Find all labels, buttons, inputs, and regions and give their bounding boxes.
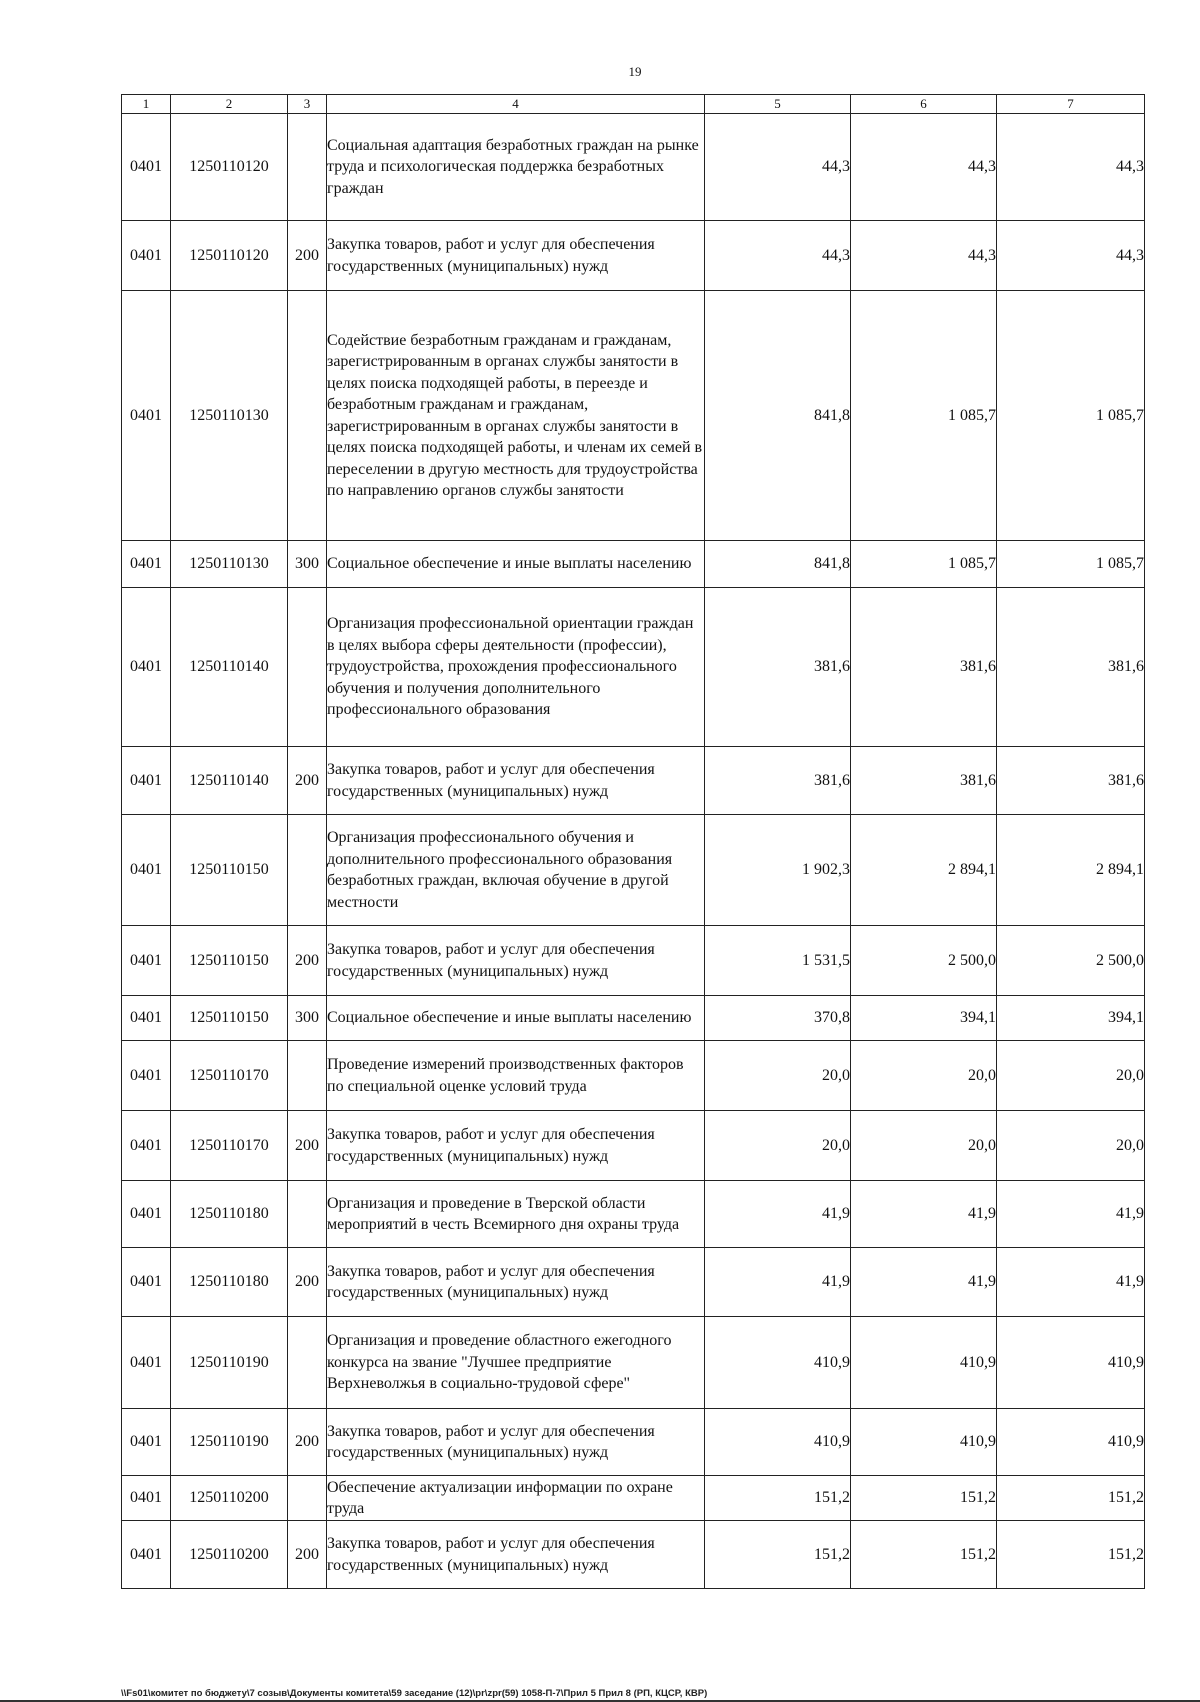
code-cell: 1250110170 xyxy=(171,1111,288,1181)
value-col7-cell: 1 085,7 xyxy=(997,291,1145,541)
code-cell: 1250110190 xyxy=(171,1409,288,1476)
description-cell: Закупка товаров, работ и услуг для обеспечения государственных (муниципальных) нужд xyxy=(327,1248,705,1317)
table-row xyxy=(122,291,1145,541)
section-cell: 0401 xyxy=(122,1476,171,1521)
description-cell: Обеспечение актуализации информации по охране труда xyxy=(327,1476,705,1521)
code-cell: 1250110120 xyxy=(171,221,288,291)
value-col6-cell: 1 085,7 xyxy=(851,291,997,541)
section-cell: 0401 xyxy=(122,1041,171,1111)
value-col5-cell: 41,9 xyxy=(705,1248,851,1317)
kvr-cell: 200 xyxy=(288,926,327,996)
table-row xyxy=(122,1248,1145,1317)
value-col7-cell: 381,6 xyxy=(997,747,1145,815)
code-cell: 1250110180 xyxy=(171,1181,288,1248)
kvr-cell xyxy=(288,1317,327,1409)
code-cell: 1250110130 xyxy=(171,291,288,541)
description-cell: Организация профессиональной ориентации граждан в целях выбора сферы деятельности (профессии), трудоустройства, прохождения профессионального обучения и получения дополнительного профессионального образования xyxy=(327,588,705,747)
header-col-7: 7 xyxy=(997,95,1145,114)
value-col5-cell: 370,8 xyxy=(705,996,851,1041)
kvr-cell xyxy=(288,114,327,221)
section-cell: 0401 xyxy=(122,291,171,541)
section-cell: 0401 xyxy=(122,541,171,588)
kvr-cell: 200 xyxy=(288,747,327,815)
description-cell: Закупка товаров, работ и услуг для обеспечения государственных (муниципальных) нужд xyxy=(327,747,705,815)
value-col6-cell: 2 500,0 xyxy=(851,926,997,996)
value-col6-cell: 381,6 xyxy=(851,588,997,747)
table-row xyxy=(122,996,1145,1041)
code-cell: 1250110200 xyxy=(171,1521,288,1589)
section-cell: 0401 xyxy=(122,1317,171,1409)
description-cell: Организация профессионального обучения и дополнительного профессионального образования безработных граждан, включая обучение в другой местности xyxy=(327,815,705,926)
description-cell: Социальная адаптация безработных граждан на рынке труда и психологическая поддержка безработных граждан xyxy=(327,114,705,221)
table-row xyxy=(122,1409,1145,1476)
table-row xyxy=(122,588,1145,747)
kvr-cell: 200 xyxy=(288,221,327,291)
value-col7-cell: 410,9 xyxy=(997,1317,1145,1409)
value-col7-cell: 20,0 xyxy=(997,1111,1145,1181)
header-col-6: 6 xyxy=(851,95,997,114)
kvr-cell: 300 xyxy=(288,541,327,588)
value-col6-cell: 44,3 xyxy=(851,221,997,291)
value-col5-cell: 841,8 xyxy=(705,291,851,541)
description-cell: Организация и проведение в Тверской области мероприятий в честь Всемирного дня охраны труда xyxy=(327,1181,705,1248)
value-col5-cell: 410,9 xyxy=(705,1409,851,1476)
kvr-cell xyxy=(288,1181,327,1248)
value-col6-cell: 381,6 xyxy=(851,747,997,815)
table-row xyxy=(122,1317,1145,1409)
code-cell: 1250110150 xyxy=(171,815,288,926)
table-row xyxy=(122,1181,1145,1248)
value-col6-cell: 1 085,7 xyxy=(851,541,997,588)
description-cell: Социальное обеспечение и иные выплаты населению xyxy=(327,541,705,588)
value-col5-cell: 410,9 xyxy=(705,1317,851,1409)
code-cell: 1250110190 xyxy=(171,1317,288,1409)
value-col7-cell: 410,9 xyxy=(997,1409,1145,1476)
table-row xyxy=(122,747,1145,815)
section-cell: 0401 xyxy=(122,1248,171,1317)
value-col6-cell: 151,2 xyxy=(851,1476,997,1521)
kvr-cell xyxy=(288,588,327,747)
value-col7-cell: 151,2 xyxy=(997,1521,1145,1589)
table-row xyxy=(122,114,1145,221)
code-cell: 1250110140 xyxy=(171,747,288,815)
table-row xyxy=(122,541,1145,588)
value-col5-cell: 151,2 xyxy=(705,1476,851,1521)
value-col7-cell: 41,9 xyxy=(997,1181,1145,1248)
value-col5-cell: 1 531,5 xyxy=(705,926,851,996)
value-col5-cell: 381,6 xyxy=(705,747,851,815)
value-col7-cell: 2 894,1 xyxy=(997,815,1145,926)
table-row xyxy=(122,1476,1145,1521)
section-cell: 0401 xyxy=(122,747,171,815)
code-cell: 1250110140 xyxy=(171,588,288,747)
value-col6-cell: 394,1 xyxy=(851,996,997,1041)
description-cell: Содействие безработным гражданам и гражданам, зарегистрированным в органах службы занятости в целях поиска подходящей работы, в переезде и безработным гражданам и гражданам, зарегистрированным в органах службы занятости в целях поиска подходящей работы, и членам их семей в переселении в другую местность для трудоустройства по направлению органов службы занятости xyxy=(327,291,705,541)
kvr-cell: 200 xyxy=(288,1248,327,1317)
section-cell: 0401 xyxy=(122,1181,171,1248)
value-col7-cell: 44,3 xyxy=(997,221,1145,291)
header-col-2: 2 xyxy=(171,95,288,114)
value-col6-cell: 410,9 xyxy=(851,1317,997,1409)
value-col7-cell: 381,6 xyxy=(997,588,1145,747)
header-row xyxy=(122,95,1145,114)
value-col6-cell: 41,9 xyxy=(851,1181,997,1248)
section-cell: 0401 xyxy=(122,815,171,926)
value-col7-cell: 2 500,0 xyxy=(997,926,1145,996)
header-col-3: 3 xyxy=(288,95,327,114)
kvr-cell: 200 xyxy=(288,1521,327,1589)
table-row xyxy=(122,1521,1145,1589)
budget-table xyxy=(121,94,1145,1589)
header-col-1: 1 xyxy=(122,95,171,114)
value-col5-cell: 151,2 xyxy=(705,1521,851,1589)
page-number: 19 xyxy=(628,64,642,79)
value-col5-cell: 20,0 xyxy=(705,1111,851,1181)
value-col7-cell: 41,9 xyxy=(997,1248,1145,1317)
header-col-5: 5 xyxy=(705,95,851,114)
code-cell: 1250110150 xyxy=(171,996,288,1041)
header-col-4: 4 xyxy=(327,95,705,114)
kvr-cell: 200 xyxy=(288,1111,327,1181)
table-row xyxy=(122,221,1145,291)
section-cell: 0401 xyxy=(122,114,171,221)
section-cell: 0401 xyxy=(122,221,171,291)
code-cell: 1250110200 xyxy=(171,1476,288,1521)
code-cell: 1250110130 xyxy=(171,541,288,588)
description-cell: Закупка товаров, работ и услуг для обеспечения государственных (муниципальных) нужд xyxy=(327,926,705,996)
section-cell: 0401 xyxy=(122,1111,171,1181)
description-cell: Закупка товаров, работ и услуг для обеспечения государственных (муниципальных) нужд xyxy=(327,1409,705,1476)
footer-file-path: \\Fs01\комитет по бюджету\7 созыв\Документы комитета\59 заседание (12)\pr\zpr(59) 1058-П-7\Прил 5 Прил 8 (РП, КЦСР, КВР) xyxy=(121,1688,708,1699)
value-col5-cell: 841,8 xyxy=(705,541,851,588)
value-col6-cell: 20,0 xyxy=(851,1111,997,1181)
value-col7-cell: 151,2 xyxy=(997,1476,1145,1521)
description-cell: Социальное обеспечение и иные выплаты населению xyxy=(327,996,705,1041)
description-cell: Закупка товаров, работ и услуг для обеспечения государственных (муниципальных) нужд xyxy=(327,221,705,291)
section-cell: 0401 xyxy=(122,926,171,996)
table-row xyxy=(122,1041,1145,1111)
code-cell: 1250110150 xyxy=(171,926,288,996)
value-col6-cell: 20,0 xyxy=(851,1041,997,1111)
section-cell: 0401 xyxy=(122,996,171,1041)
value-col6-cell: 41,9 xyxy=(851,1248,997,1317)
table-row xyxy=(122,815,1145,926)
section-cell: 0401 xyxy=(122,588,171,747)
description-cell: Закупка товаров, работ и услуг для обеспечения государственных (муниципальных) нужд xyxy=(327,1521,705,1589)
kvr-cell xyxy=(288,291,327,541)
value-col6-cell: 44,3 xyxy=(851,114,997,221)
value-col5-cell: 44,3 xyxy=(705,114,851,221)
kvr-cell xyxy=(288,1041,327,1111)
code-cell: 1250110180 xyxy=(171,1248,288,1317)
description-cell: Закупка товаров, работ и услуг для обеспечения государственных (муниципальных) нужд xyxy=(327,1111,705,1181)
value-col7-cell: 1 085,7 xyxy=(997,541,1145,588)
value-col7-cell: 20,0 xyxy=(997,1041,1145,1111)
table-row xyxy=(122,1111,1145,1181)
value-col6-cell: 2 894,1 xyxy=(851,815,997,926)
value-col5-cell: 381,6 xyxy=(705,588,851,747)
value-col5-cell: 44,3 xyxy=(705,221,851,291)
value-col7-cell: 44,3 xyxy=(997,114,1145,221)
value-col6-cell: 410,9 xyxy=(851,1409,997,1476)
kvr-cell: 200 xyxy=(288,1409,327,1476)
section-cell: 0401 xyxy=(122,1409,171,1476)
kvr-cell: 300 xyxy=(288,996,327,1041)
kvr-cell xyxy=(288,815,327,926)
value-col5-cell: 41,9 xyxy=(705,1181,851,1248)
value-col5-cell: 1 902,3 xyxy=(705,815,851,926)
table-row xyxy=(122,926,1145,996)
kvr-cell xyxy=(288,1476,327,1521)
value-col7-cell: 394,1 xyxy=(997,996,1145,1041)
value-col6-cell: 151,2 xyxy=(851,1521,997,1589)
code-cell: 1250110120 xyxy=(171,114,288,221)
code-cell: 1250110170 xyxy=(171,1041,288,1111)
section-cell: 0401 xyxy=(122,1521,171,1589)
description-cell: Проведение измерений производственных факторов по специальной оценке условий труда xyxy=(327,1041,705,1111)
description-cell: Организация и проведение областного ежегодного конкурса на звание "Лучшее предприятие Верхневолжья в социально-трудовой сфере" xyxy=(327,1317,705,1409)
value-col5-cell: 20,0 xyxy=(705,1041,851,1111)
